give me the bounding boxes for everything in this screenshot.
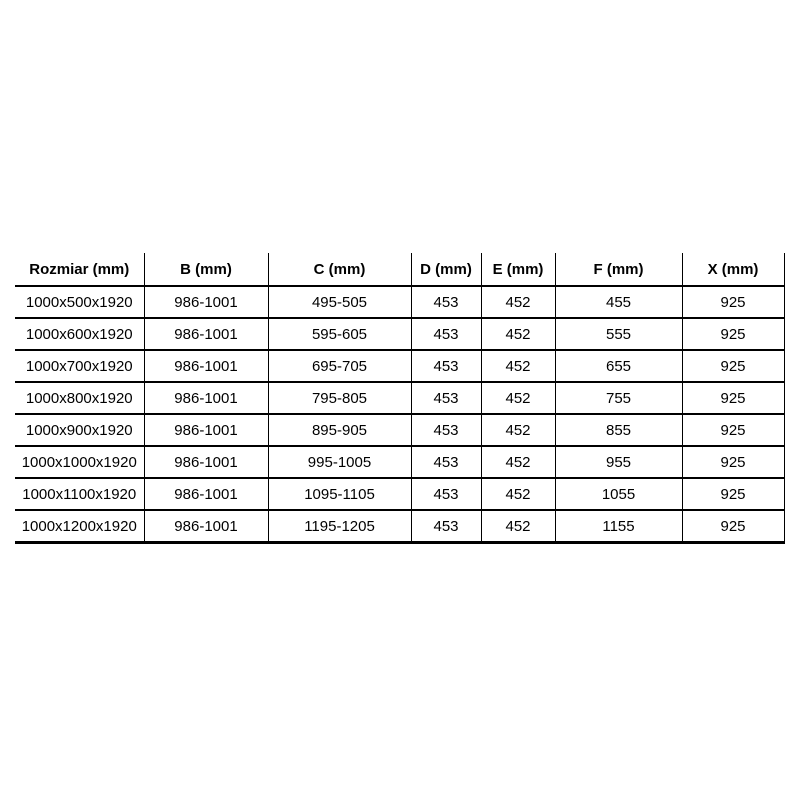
table-cell-f: 955 xyxy=(555,446,682,478)
column-header-x: X (mm) xyxy=(682,253,784,286)
table-cell-e: 452 xyxy=(481,350,555,382)
table-row xyxy=(15,286,784,318)
table-cell-x: 925 xyxy=(682,350,784,382)
table-cell-rozmiar: 1000x900x1920 xyxy=(15,414,144,446)
table-cell-rozmiar: 1000x800x1920 xyxy=(15,382,144,414)
table-cell-x: 925 xyxy=(682,478,784,510)
table-cell-e: 452 xyxy=(481,414,555,446)
table-cell-e: 452 xyxy=(481,382,555,414)
table-cell-e: 452 xyxy=(481,478,555,510)
table-cell-x: 925 xyxy=(682,510,784,543)
column-header-f: F (mm) xyxy=(555,253,682,286)
table-cell-f: 855 xyxy=(555,414,682,446)
table-cell-d: 453 xyxy=(411,318,481,350)
table-cell-rozmiar: 1000x500x1920 xyxy=(15,286,144,318)
table-cell-x: 925 xyxy=(682,318,784,350)
column-header-b: B (mm) xyxy=(144,253,268,286)
table-cell-f: 1155 xyxy=(555,510,682,543)
column-header-c: C (mm) xyxy=(268,253,411,286)
table-row xyxy=(15,478,784,510)
table-cell-b: 986-1001 xyxy=(144,318,268,350)
table-cell-d: 453 xyxy=(411,446,481,478)
column-header-e: E (mm) xyxy=(481,253,555,286)
table-cell-rozmiar: 1000x1100x1920 xyxy=(15,478,144,510)
table-row xyxy=(15,446,784,478)
table-cell-d: 453 xyxy=(411,414,481,446)
table-cell-e: 452 xyxy=(481,510,555,543)
table-cell-b: 986-1001 xyxy=(144,478,268,510)
table-cell-rozmiar: 1000x1200x1920 xyxy=(15,510,144,543)
table-cell-b: 986-1001 xyxy=(144,510,268,543)
table-cell-d: 453 xyxy=(411,350,481,382)
table-cell-rozmiar: 1000x600x1920 xyxy=(15,318,144,350)
table-row xyxy=(15,414,784,446)
table-cell-d: 453 xyxy=(411,382,481,414)
table-cell-d: 453 xyxy=(411,478,481,510)
table-cell-c: 795-805 xyxy=(268,382,411,414)
table-cell-x: 925 xyxy=(682,446,784,478)
table-cell-rozmiar: 1000x1000x1920 xyxy=(15,446,144,478)
table-cell-f: 555 xyxy=(555,318,682,350)
table-cell-b: 986-1001 xyxy=(144,382,268,414)
header-row xyxy=(15,253,784,286)
column-header-rozmiar: Rozmiar (mm) xyxy=(15,253,144,286)
table-cell-c: 595-605 xyxy=(268,318,411,350)
table-cell-x: 925 xyxy=(682,286,784,318)
table-cell-f: 455 xyxy=(555,286,682,318)
table-cell-c: 1095-1105 xyxy=(268,478,411,510)
table-cell-d: 453 xyxy=(411,286,481,318)
table-cell-c: 895-905 xyxy=(268,414,411,446)
table-row xyxy=(15,510,784,543)
column-header-d: D (mm) xyxy=(411,253,481,286)
table-cell-c: 1195-1205 xyxy=(268,510,411,543)
table-cell-d: 453 xyxy=(411,510,481,543)
table-cell-x: 925 xyxy=(682,382,784,414)
table-cell-b: 986-1001 xyxy=(144,414,268,446)
table-cell-rozmiar: 1000x700x1920 xyxy=(15,350,144,382)
size-spec-table xyxy=(15,253,785,544)
table-cell-f: 655 xyxy=(555,350,682,382)
table-cell-b: 986-1001 xyxy=(144,446,268,478)
table-cell-b: 986-1001 xyxy=(144,286,268,318)
table-cell-e: 452 xyxy=(481,446,555,478)
table-cell-c: 695-705 xyxy=(268,350,411,382)
table-cell-e: 452 xyxy=(481,286,555,318)
table-cell-x: 925 xyxy=(682,414,784,446)
table-row xyxy=(15,318,784,350)
table-cell-f: 755 xyxy=(555,382,682,414)
table-cell-c: 495-505 xyxy=(268,286,411,318)
table-row xyxy=(15,350,784,382)
table-cell-b: 986-1001 xyxy=(144,350,268,382)
table-cell-e: 452 xyxy=(481,318,555,350)
table-row xyxy=(15,382,784,414)
table-cell-c: 995-1005 xyxy=(268,446,411,478)
table-cell-f: 1055 xyxy=(555,478,682,510)
